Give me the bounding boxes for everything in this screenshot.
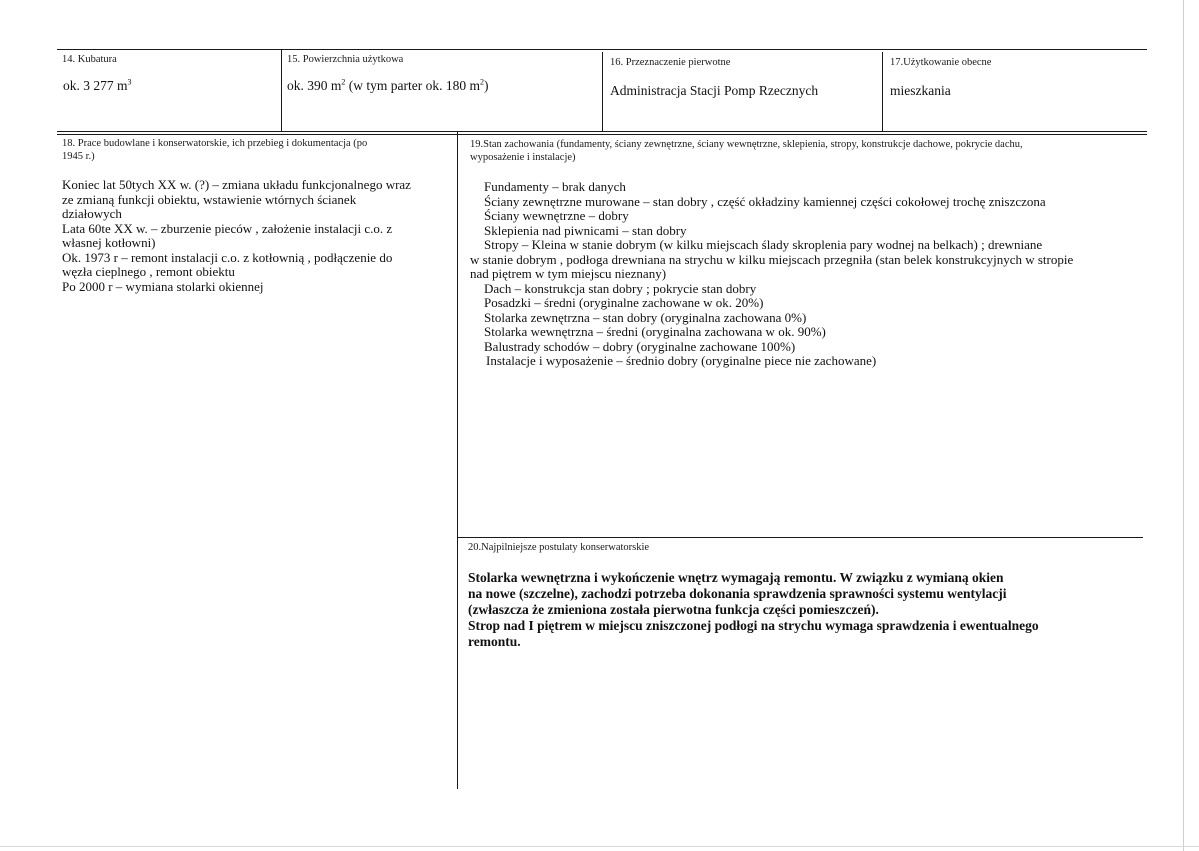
row1-top-border	[57, 49, 1147, 50]
section20-top-border	[457, 537, 1143, 538]
row1-divider	[602, 52, 603, 131]
section18-line: węzła cieplnego , remont obiektu	[62, 264, 235, 279]
section18-line: ze zmianą funkcji obiektu, wstawienie wtórnych ścianek	[62, 191, 357, 207]
section19-line: Dach – konstrukcja stan dobry ; pokrycie stan dobry	[484, 280, 757, 296]
kubatura-label: 14. Kubatura	[62, 54, 117, 65]
section19-line: Stolarka zewnętrzna – stan dobry (oryginalna zachowana 0%)	[484, 309, 807, 325]
section20-line: Strop nad I piętrem w miejscu zniszczonej podłogi na strychu wymaga sprawdzenia i ewentualnego	[468, 618, 1039, 633]
section20-line: na nowe (szczelne), zachodzi potrzeba dokonania sprawdzenia sprawności systemu wentylacji	[468, 586, 1007, 601]
lower-top-border	[57, 134, 1147, 135]
section19-line: nad piętrem w tym miejscu nieznany)	[470, 266, 667, 281]
row1-bottom-border	[57, 131, 1147, 132]
section19-line: Posadzki – średni (oryginalne zachowane w ok. 20%)	[484, 295, 764, 310]
section19-line: Sklepienia nad piwnicami – stan dobry	[484, 222, 687, 238]
powierzchnia-label: 15. Powierzchnia użytkowa	[287, 54, 404, 65]
kubatura-value: ok. 3 277 $m^3$	[63, 77, 132, 93]
row1-divider	[281, 49, 282, 131]
section19-line: Stolarka wewnętrzna – średni (oryginalna zachowana w ok. 90%)	[484, 324, 826, 339]
section19-label: 19.Stan zachowania (fundamenty, ściany zewnętrzne, ściany wewnętrzne, sklepienia, stropy, konstrukcje dachowe, pokrycie dachu, wyposażenie i instalacje)	[470, 139, 1023, 163]
section18-line: Koniec lat 50tych XX w. (?) – zmiana układu funkcjonalnego wraz	[62, 177, 411, 192]
section19-line: Ściany zewnętrzne murowane – stan dobry , część okładziny kamiennej części cokołowej trochę zniszczona	[484, 193, 1046, 209]
section19-line: w stanie dobrym , podłoga drewniana na strychu w kilku miejscach przegniła (stan belek konstrukcyjnych w stropie	[470, 251, 1074, 267]
section18-line: Lata 60te XX w. – zburzenie pieców , założenie instalacji c.o. z	[62, 220, 393, 236]
page-edge	[1183, 0, 1184, 851]
section18-text	[62, 178, 411, 294]
section19-line: Balustrady schodów – dobry (oryginalne zachowane 100%)	[484, 338, 796, 354]
section19-line: Ściany wewnętrzne – dobry	[484, 208, 629, 223]
section20-line: Stolarka wewnętrzna i wykończenie wnętrz wymagają remontu. W związku z wymianą okien	[468, 570, 1004, 585]
column-divider	[457, 131, 458, 789]
section20-line: remontu.	[468, 634, 521, 649]
section18-line: własnej kotłowni)	[62, 235, 156, 250]
row1-divider	[882, 52, 883, 131]
section19-line: Stropy – Kleina w stanie dobrym (w kilku miejscach ślady skroplenia pary wodnej na belkach) ; drewniane	[484, 237, 1043, 252]
page-edge	[0, 846, 1199, 847]
section20-line: (zwłaszcza że zmieniona została pierwotna funkcja części pomieszczeń).	[468, 602, 879, 617]
section19-text	[470, 180, 1140, 369]
section20-label: 20.Najpilniejsze postulaty konserwatorskie	[468, 542, 650, 553]
section18-label: 18. Prace budowlane i konserwatorskie, ich przebieg i dokumentacja (po 1945 r.)	[62, 138, 368, 162]
powierzchnia-value: ok. 390 $m^2$ (w tym parter ok. 180 $m^2$)	[287, 77, 489, 93]
przeznaczenie-value: Administracja Stacji Pomp Rzecznych	[610, 83, 819, 98]
section20-text	[468, 570, 1138, 650]
uzytkowanie-label: 17.Użytkowanie obecne	[890, 57, 992, 68]
przeznaczenie-label: 16. Przeznaczenie pierwotne	[610, 57, 731, 68]
section19-line: Fundamenty – brak danych	[484, 179, 626, 194]
section18-line: Ok. 1973 r – remont instalacji c.o. z kotłownią , podłączenie do	[62, 249, 393, 265]
uzytkowanie-value: mieszkania	[890, 83, 951, 98]
section18-line: Po 2000 r – wymiana stolarki okiennej	[62, 278, 264, 294]
section18-line: działowych	[62, 206, 122, 221]
section19-line: Instalacje i wyposażenie – średnio dobry (oryginalne piece nie zachowane)	[486, 353, 877, 368]
